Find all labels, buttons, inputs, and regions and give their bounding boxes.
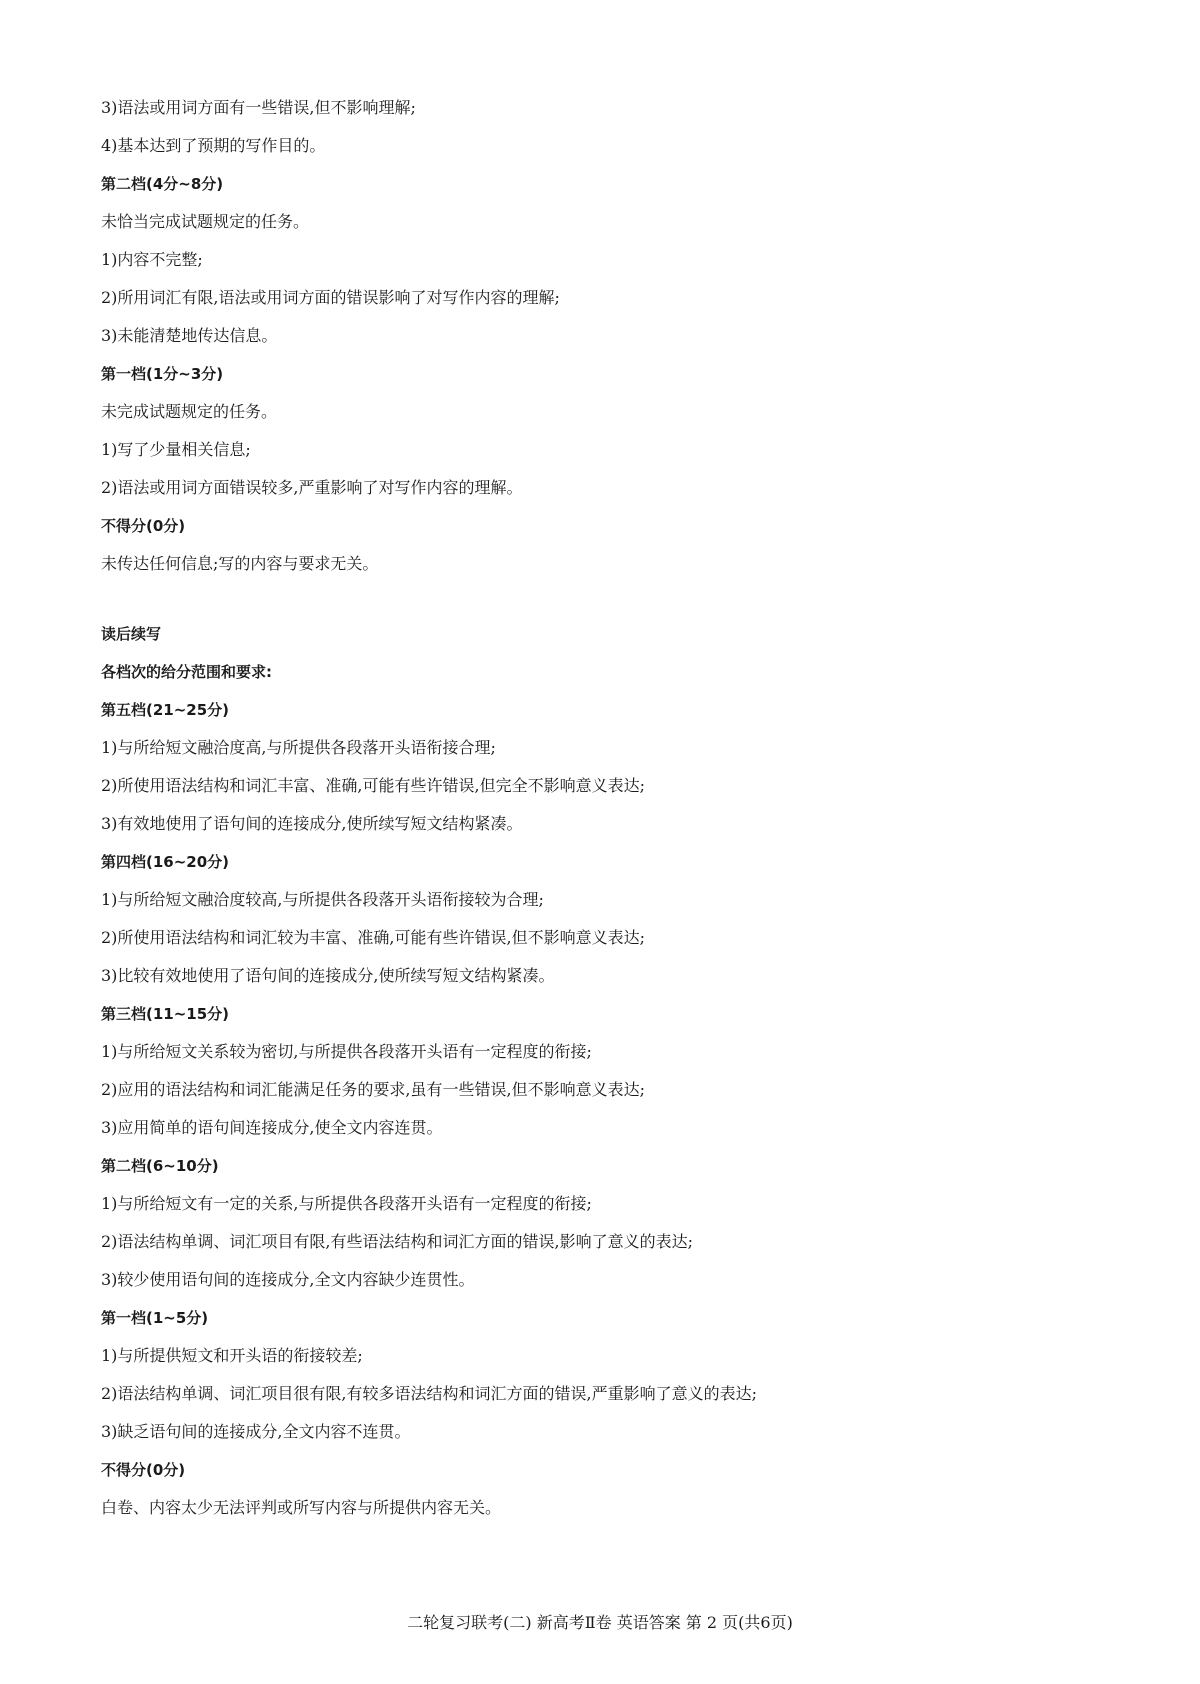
grade-heading: 第二档(6~10分) — [101, 1157, 219, 1175]
text-line: 1)与所给短文关系较为密切,与所提供各段落开头语有一定程度的衔接; — [101, 1042, 592, 1061]
text-line: 2)语法或用词方面错误较多,严重影响了对写作内容的理解。 — [101, 478, 523, 497]
grade-heading: 第四档(16~20分) — [101, 853, 230, 871]
grade-heading: 第五档(21~25分) — [101, 701, 230, 719]
text-line: 3)缺乏语句间的连接成分,全文内容不连贯。 — [101, 1422, 411, 1441]
text-line: 2)应用的语法结构和词汇能满足任务的要求,虽有一些错误,但不影响意义表达; — [101, 1080, 645, 1099]
text-line: 未完成试题规定的任务。 — [101, 402, 278, 421]
text-line: 2)所用词汇有限,语法或用词方面的错误影响了对写作内容的理解; — [101, 288, 560, 307]
page-content — [101, 97, 1101, 1535]
text-line: 1)与所给短文融洽度高,与所提供各段落开头语衔接合理; — [101, 738, 496, 757]
text-line: 2)语法结构单调、词汇项目很有限,有较多语法结构和词汇方面的错误,严重影响了意义的表达; — [101, 1384, 757, 1403]
section-writing-scoring-continued — [101, 97, 1101, 591]
grade-heading: 不得分(0分) — [101, 517, 186, 535]
text-line: 2)语法结构单调、词汇项目有限,有些语法结构和词汇方面的错误,影响了意义的表达; — [101, 1232, 693, 1251]
text-line: 3)较少使用语句间的连接成分,全文内容缺少连贯性。 — [101, 1270, 475, 1289]
text-line: 3)未能清楚地传达信息。 — [101, 326, 278, 345]
text-line: 3)有效地使用了语句间的连接成分,使所续写短文结构紧凑。 — [101, 814, 523, 833]
text-line: 1)写了少量相关信息; — [101, 440, 251, 459]
grade-heading: 第三档(11~15分) — [101, 1005, 230, 1023]
section-gap — [101, 591, 1101, 623]
text-line: 1)与所给短文融洽度较高,与所提供各段落开头语衔接较为合理; — [101, 890, 544, 909]
grade-heading: 不得分(0分) — [101, 1461, 186, 1479]
text-line: 2)所使用语法结构和词汇较为丰富、准确,可能有些许错误,但不影响意义表达; — [101, 928, 645, 947]
text-line: 4)基本达到了预期的写作目的。 — [101, 136, 326, 155]
grade-heading: 第一档(1分~3分) — [101, 365, 224, 383]
text-line: 3)比较有效地使用了语句间的连接成分,使所续写短文结构紧凑。 — [101, 966, 555, 985]
page-footer: 二轮复习联考(二) 新高考Ⅱ卷 英语答案 第 2 页(共6页) — [407, 1613, 793, 1632]
grade-heading: 第一档(1~5分) — [101, 1309, 209, 1327]
text-line: 1)与所提供短文和开头语的衔接较差; — [101, 1346, 363, 1365]
text-line: 3)语法或用词方面有一些错误,但不影响理解; — [101, 98, 416, 117]
section-continuation-writing — [101, 623, 1101, 1535]
text-line: 1)内容不完整; — [101, 250, 203, 269]
grade-heading: 第二档(4分~8分) — [101, 175, 224, 193]
text-line: 2)所使用语法结构和词汇丰富、准确,可能有些许错误,但完全不影响意义表达; — [101, 776, 645, 795]
text-line: 3)应用简单的语句间连接成分,使全文内容连贯。 — [101, 1118, 443, 1137]
text-line: 白卷、内容太少无法评判或所写内容与所提供内容无关。 — [101, 1498, 502, 1517]
text-line: 1)与所给短文有一定的关系,与所提供各段落开头语有一定程度的衔接; — [101, 1194, 592, 1213]
text-line: 未传达任何信息;写的内容与要求无关。 — [101, 554, 379, 573]
section-title: 读后续写 — [101, 625, 162, 643]
text-line: 未恰当完成试题规定的任务。 — [101, 212, 310, 231]
section-subtitle: 各档次的给分范围和要求: — [101, 663, 272, 681]
